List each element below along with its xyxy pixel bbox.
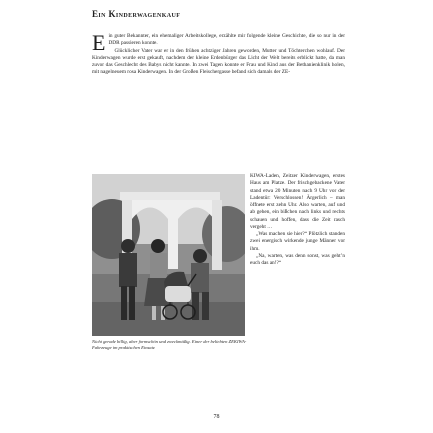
paragraph-1-text: in guter Bekannter, ein ehemaliger Arbeitskollege, erzählte mir folgende kleine Geschichte, die so nur in der DDR passieren konnte. bbox=[108, 33, 345, 47]
paragraph-2-continued: KIWA-Laden, Zeitzer Kinderwagen, erstes Haus am Platze. Der frischgebackene Vater stand etwa 20 Minuten nach 9 Uhr vor der Ladentür: Verschlossen! Ärgerlich – man öffnete erst zehn Uhr. Also warten, auf und ab gehen, ein bißchen nach links und rechts schauen und hoffen, dass die Zeit rasch vergeht … bbox=[250, 173, 345, 230]
paragraph-3: „Was machen sie hier?“ Plötzlich standen zwei energisch wirkende junge Männer vor ihm. bbox=[250, 231, 345, 252]
article-title: Ein Kinderwagenkauf bbox=[92, 9, 181, 19]
figure-caption: Nicht gerade billig, aber formschön und zweckmäßig. Einer der beliebten ZEKIWA-Fahrzeuge im praktischen Einsatz bbox=[92, 339, 247, 350]
family-with-pram-photo bbox=[92, 174, 245, 336]
paragraph-4: „Na, warten, was denn sonst, was geht’n euch das an!?“ bbox=[250, 252, 345, 266]
paragraph-1 bbox=[92, 30, 345, 55]
page-number: 78 bbox=[213, 414, 220, 420]
paragraph-2: Glücklicher Vater war er in den frühen achtziger Jahren geworden, Mutter und Töchterchen wohlauf. Der Kinderwagen wurde erst gekauft, nachdem der kleine Erdenbürger das Licht der Welt bereits erblickt hatte, da man zuvor das Geschlecht des Babys nicht kannte. In zwei Tagen konnte er Frau und Kind aus der Bethanienklinik holen, mit nagelneuem rosa Kinderwagen. In der Großen Fleischergasse befand sich damals der ZE- bbox=[92, 47, 345, 76]
article-body-continued bbox=[250, 173, 345, 267]
drop-cap: E bbox=[92, 30, 106, 55]
article-body bbox=[92, 30, 345, 77]
photo-figure bbox=[92, 174, 245, 336]
